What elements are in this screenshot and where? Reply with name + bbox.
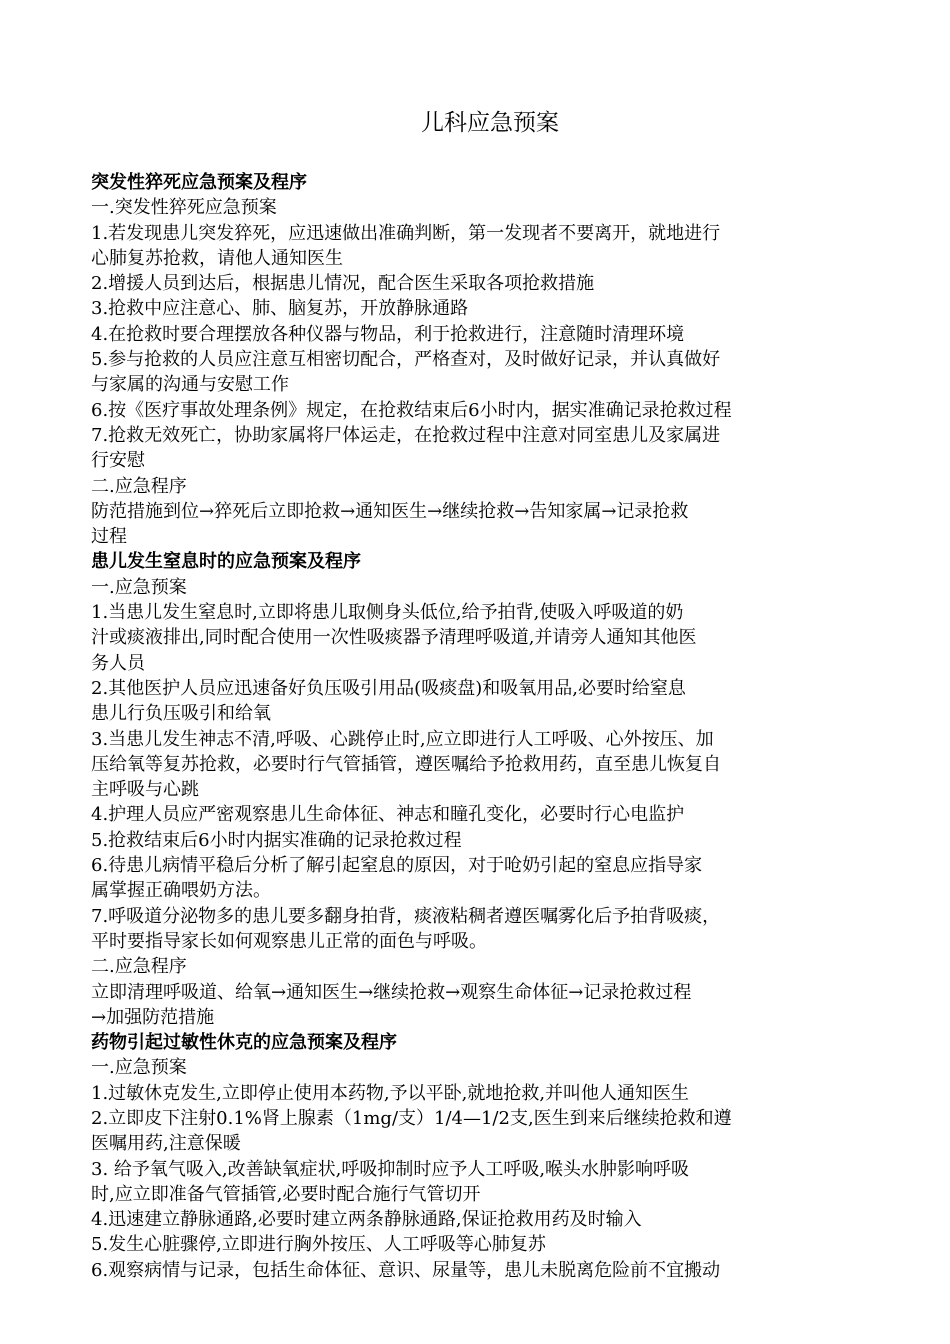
- text-line: 与家属的沟通与安慰工作: [91, 374, 289, 396]
- text-line: 3.当患儿发生神志不清,呼吸、心跳停止时,应立即进行人工呼吸、心外按压、加: [91, 728, 714, 750]
- text-line: 过程: [91, 526, 127, 548]
- text-line: 医嘱用药,注意保暖: [91, 1133, 241, 1155]
- text-line: 患儿行负压吸引和给氧: [91, 703, 271, 725]
- text-line: 1.当患儿发生窒息时,立即将患儿取侧身头低位,给予拍背,使吸入呼吸道的奶: [91, 602, 684, 624]
- text-line: 6.按《医疗事故处理条例》规定，在抢救结束后6小时内，据实准确记录抢救过程: [91, 399, 732, 421]
- text-line: →加强防范措施: [91, 1006, 215, 1028]
- text-line: 行安慰: [91, 450, 145, 472]
- text-line: 一.突发性猝死应急预案: [91, 197, 277, 219]
- text-line: 防范措施到位→猝死后立即抢救→通知医生→继续抢救→告知家属→记录抢救: [91, 500, 689, 522]
- section-heading: 药物引起过敏性休克的应急预案及程序: [91, 1032, 397, 1054]
- text-line: 7.抢救无效死亡，协助家属将尸体运走，在抢救过程中注意对同室患儿及家属进: [91, 424, 721, 446]
- document-body: [91, 170, 866, 1283]
- text-line: 4.迅速建立静脉通路,必要时建立两条静脉通路,保证抢救用药及时输入: [91, 1209, 642, 1231]
- text-line: 6.观察病情与记录，包括生命体征、意识、尿量等，患儿未脱离危险前不宜搬动: [91, 1259, 721, 1281]
- text-line: 汁或痰液排出,同时配合使用一次性吸痰器予清理呼吸道,并请旁人通知其他医: [91, 627, 697, 649]
- text-line: 属掌握正确喂奶方法。: [91, 880, 271, 902]
- text-line: 5.参与抢救的人员应注意互相密切配合，严格查对，及时做好记录，并认真做好: [91, 349, 721, 371]
- text-line: 7.呼吸道分泌物多的患儿要多翻身拍背，痰液粘稠者遵医嘱雾化后予拍背吸痰，: [91, 905, 721, 927]
- document-title: 儿科应急预案: [421, 110, 559, 136]
- text-line: 立即清理呼吸道、给氧→通知医生→继续抢救→观察生命体征→记录抢救过程: [91, 981, 692, 1003]
- text-line: 4.护理人员应严密观察患儿生命体征、神志和瞳孔变化，必要时行心电监护: [91, 804, 685, 826]
- text-line: 2.其他医护人员应迅速备好负压吸引用品(吸痰盘)和吸氧用品,必要时给窒息: [91, 677, 686, 699]
- text-line: 2.立即皮下注射0.1%肾上腺素（1mg/支）1/4—1/2支,医生到来后继续抢救和遵: [91, 1107, 732, 1129]
- text-line: 一.应急预案: [91, 576, 187, 598]
- text-line: 心肺复苏抢救，请他人通知医生: [91, 247, 343, 269]
- section-heading: 患儿发生窒息时的应急预案及程序: [91, 551, 361, 573]
- text-line: 3. 给予氧气吸入,改善缺氧症状,呼吸抑制时应予人工呼吸,喉头水肿影响呼吸: [91, 1158, 690, 1180]
- text-line: 压给氧等复苏抢救，必要时行气管插管，遵医嘱给予抢救用药，直至患儿恢复自: [91, 753, 721, 775]
- text-line: 5.抢救结束后6小时内据实准确的记录抢救过程: [91, 829, 462, 851]
- text-line: 1.若发现患儿突发猝死，应迅速做出准确判断，第一发现者不要离开，就地进行: [91, 222, 721, 244]
- text-line: 二.应急程序: [91, 956, 187, 978]
- section-heading: 突发性猝死应急预案及程序: [91, 172, 307, 193]
- text-line: 二.应急程序: [91, 475, 187, 497]
- text-line: 主呼吸与心跳: [91, 779, 199, 801]
- text-line: 4.在抢救时要合理摆放各种仪器与物品，利于抢救进行，注意随时清理环境: [91, 323, 685, 345]
- text-line: 1.过敏休克发生,立即停止使用本药物,予以平卧,就地抢救,并叫他人通知医生: [91, 1082, 690, 1104]
- text-line: 6.待患儿病情平稳后分析了解引起窒息的原因，对于呛奶引起的窒息应指导家: [91, 855, 703, 877]
- text-line: 务人员: [91, 652, 145, 674]
- text-line: 2.增援人员到达后，根据患儿情况，配合医生采取各项抢救措施: [91, 273, 595, 295]
- text-line: 3.抢救中应注意心、肺、脑复苏，开放静脉通路: [91, 298, 469, 320]
- text-line: 平时要指导家长如何观察患儿正常的面色与呼吸。: [91, 930, 487, 952]
- text-line: 5.发生心脏骤停,立即进行胸外按压、人工呼吸等心肺复苏: [91, 1234, 546, 1256]
- text-line: 一.应急预案: [91, 1057, 187, 1079]
- text-line: 时,应立即准备气管插管,必要时配合施行气管切开: [91, 1183, 481, 1205]
